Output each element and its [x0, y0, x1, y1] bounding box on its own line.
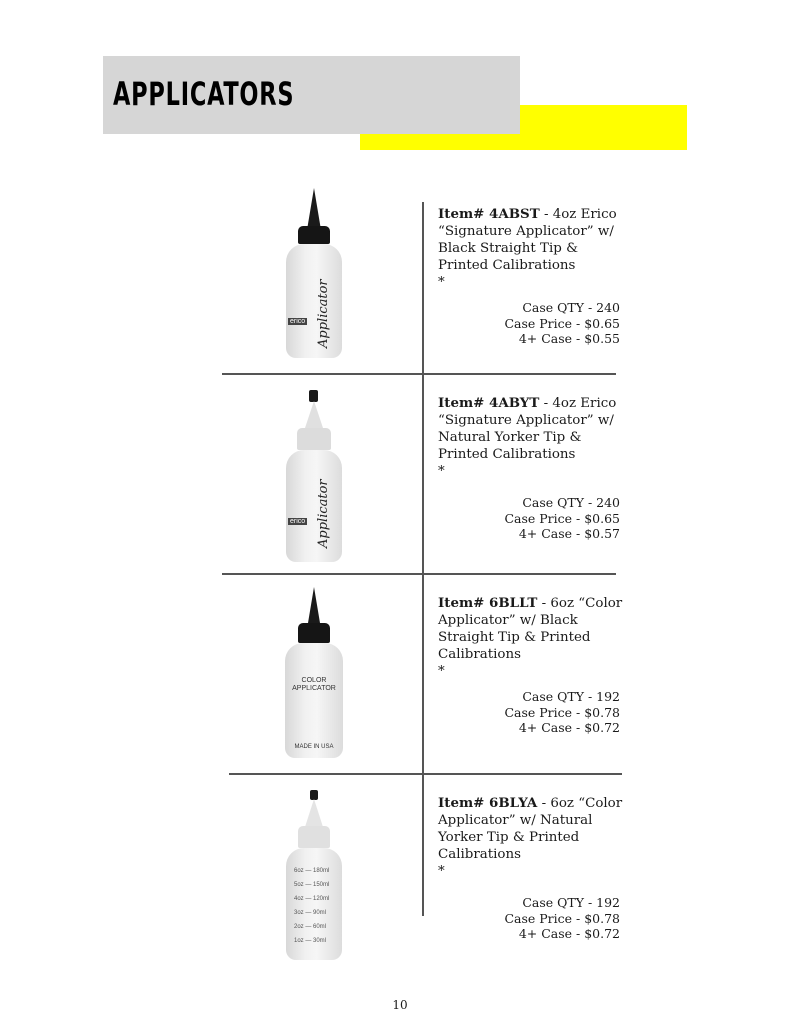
case-qty: Case QTY - 240: [522, 300, 620, 315]
product-image-4abst: [280, 188, 350, 360]
script-label: Applicator: [316, 279, 331, 348]
pricing-block: [440, 895, 620, 942]
row-divider-2: [222, 573, 616, 575]
item-number: Item# 4ABST: [438, 206, 540, 222]
pricing-block: [440, 300, 620, 347]
item-description: - 6oz “Color Applicator” w/ Natural Yorker Tip & Printed Calibrations: [438, 796, 623, 862]
calibration-mark: 2oz — 60ml: [294, 924, 327, 930]
product-description: [438, 595, 628, 680]
bulk-price: 4+ Case - $0.55: [518, 331, 620, 346]
black-straight-tip: [307, 188, 321, 230]
calibration-mark: 4oz — 120ml: [294, 896, 330, 902]
pricing-block: [440, 689, 620, 736]
natural-cap: [297, 428, 331, 450]
item-number: Item# 4ABYT: [438, 395, 540, 411]
bulk-price: 4+ Case - $0.72: [518, 926, 620, 941]
product-description: [438, 395, 628, 480]
black-cap: [298, 226, 330, 244]
black-cap: [298, 623, 330, 643]
brand-label: erico: [290, 318, 306, 325]
case-qty: Case QTY - 192: [522, 689, 620, 704]
note-marker: *: [438, 864, 445, 879]
page-number: 10: [392, 998, 408, 1012]
title-bar: [103, 56, 520, 134]
calibration-mark: 3oz — 90ml: [294, 910, 327, 916]
pricing-block: [440, 495, 620, 542]
note-marker: *: [438, 664, 445, 679]
item-number: Item# 6BLYA: [438, 795, 538, 811]
product-image-6bllt: [282, 587, 352, 762]
calibration-mark: 1oz — 30ml: [294, 938, 327, 944]
bottle-origin-text: MADE IN USA: [294, 744, 334, 750]
item-description: - 4oz Erico “Signature Applicator” w/ Natural Yorker Tip & Printed Calibrations: [438, 396, 617, 462]
product-image-6blya: [282, 788, 352, 963]
item-number: Item# 6BLLT: [438, 595, 538, 611]
natural-yorker-tip: [304, 401, 324, 431]
bottle-body: [286, 244, 342, 358]
case-qty: Case QTY - 192: [522, 895, 620, 910]
bottle-body: [286, 450, 342, 562]
product-image-4abyt: [280, 388, 350, 560]
item-description: - 6oz “Color Applicator” w/ Black Straight Tip & Printed Calibrations: [438, 596, 623, 662]
case-price: Case Price - $0.78: [504, 910, 620, 926]
product-description: [438, 795, 628, 880]
brand-label: erico: [290, 518, 306, 525]
bulk-price: 4+ Case - $0.72: [518, 720, 620, 735]
note-marker: *: [438, 464, 445, 479]
script-label: Applicator: [316, 479, 331, 548]
case-price: Case Price - $0.65: [504, 315, 620, 331]
bulk-price: 4+ Case - $0.57: [518, 526, 620, 541]
case-qty: Case QTY - 240: [522, 495, 620, 510]
note-marker: *: [438, 275, 445, 290]
calibration-mark: 6oz — 180ml: [294, 868, 330, 874]
page-title: APPLICATORS: [113, 75, 295, 113]
case-price: Case Price - $0.65: [504, 510, 620, 526]
product-description: [438, 206, 628, 291]
row-divider-3: [229, 773, 622, 775]
natural-cap: [298, 826, 330, 848]
row-divider-1: [222, 373, 616, 375]
bottle-body: [285, 643, 343, 758]
natural-yorker-tip: [305, 799, 323, 827]
calibration-mark: 5oz — 150ml: [294, 882, 330, 888]
bottle-label-text: COLOR APPLICATOR: [292, 677, 336, 692]
case-price: Case Price - $0.78: [504, 704, 620, 720]
column-divider: [422, 202, 424, 916]
item-description: - 4oz Erico “Signature Applicator” w/ Black Straight Tip & Printed Calibrations: [438, 207, 617, 273]
